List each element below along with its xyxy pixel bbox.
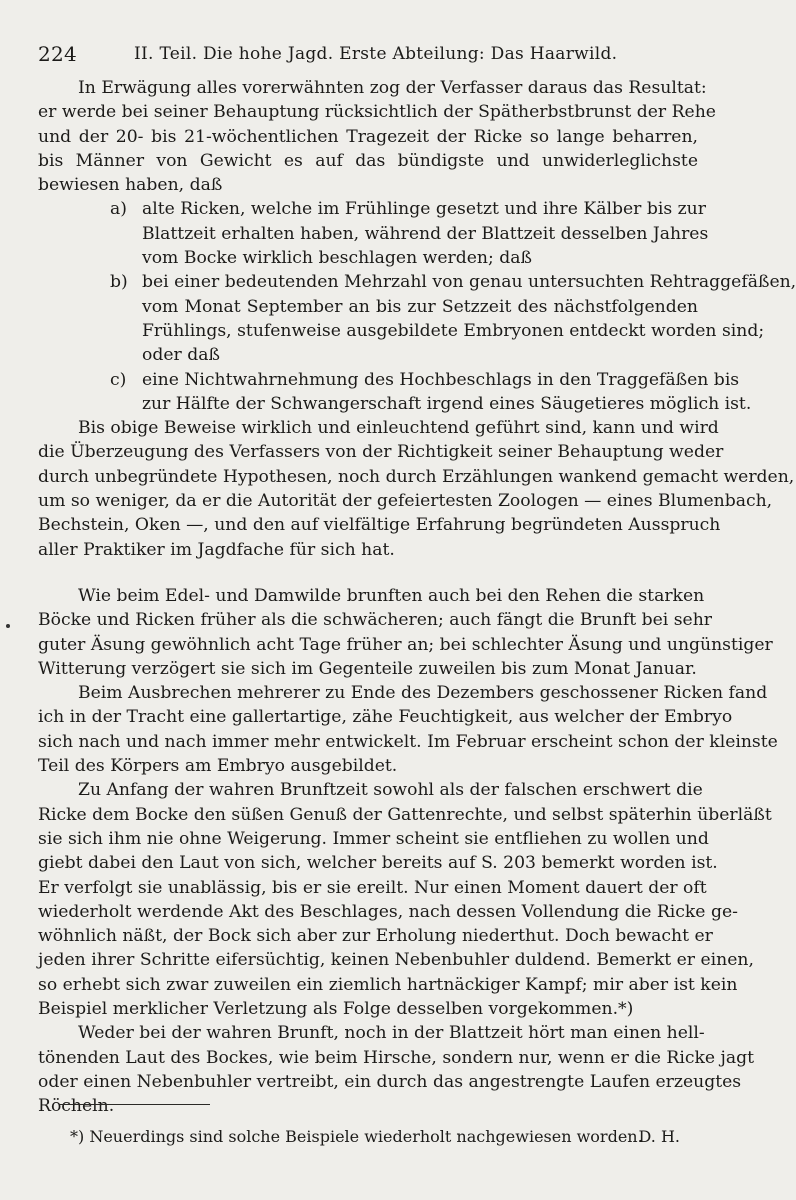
paragraph-wie: [38, 584, 773, 681]
text-line: vom Monat September an bis zur Setzzeit des nächstfolgenden: [142, 296, 698, 317]
text-line: Wie beim Edel- und Damwilde brunften auch bei den Rehen die starken: [78, 585, 705, 606]
running-header: [38, 42, 694, 72]
list-item-b: [38, 270, 796, 367]
text-line: Bechstein, Oken —, und den auf vielfältige Erfahrung begründeten Ausspruch: [38, 515, 721, 536]
text-line: jeden ihrer Schritte eifersüchtig, keinen Nebenbuhler duldend. Bemerkt er einen,: [38, 950, 754, 971]
text-line: tönenden Laut des Bockes, wie beim Hirsche, sondern nur, wenn er die Ricke jagt: [38, 1047, 754, 1068]
text-line: durch unbegründete Hypothesen, noch durch Erzählungen wankend gemacht werden,: [38, 466, 795, 487]
text-line: Teil des Körpers am Embryo ausgebildet.: [38, 756, 398, 777]
list-item-a: [38, 197, 709, 270]
text-line: oder einen Nebenbuhler vertreibt, ein durch das angestrengte Laufen erzeugtes: [38, 1071, 742, 1092]
text-line: [38, 368, 740, 392]
paragraph-beim: [38, 681, 778, 778]
margin-mark: [6, 624, 10, 628]
list-label: c): [110, 369, 127, 390]
text-line: bis Männer von Gewicht es auf das bündigste und unwiderleglichste: [38, 150, 698, 171]
page-number: 224: [38, 42, 78, 66]
text-line: Frühlings, stufenweise ausgebildete Embryonen entdeckt worden sind;: [142, 320, 765, 341]
text-line: aller Praktiker im Jagdfache für sich hat.: [38, 539, 395, 560]
text-line: Witterung verzögert sie sich im Gegenteile zuweilen bis zum Monat Januar.: [38, 658, 697, 679]
text-line: Ricke dem Bocke den süßen Genuß der Gattenrechte, und selbst späterhin überläßt: [38, 804, 772, 825]
text-line: wöhnlich näßt, der Bock sich aber zur Erholung niederthut. Doch bewacht er: [38, 926, 713, 947]
text-line: um so weniger, da er die Autorität der gefeiertesten Zoologen — eines Blumenbach,: [38, 491, 773, 512]
text-line: sich nach und nach immer mehr entwickelt. Im Februar erscheint schon der kleinste: [38, 731, 778, 752]
footnote-signature: D. H.: [638, 1127, 680, 1146]
text-line: er werde bei seiner Behauptung rücksichtlich der Spätherbstbrunst der Rehe: [38, 102, 716, 123]
text-line: guter Äsung gewöhnlich acht Tage früher an; bei schlechter Äsung und ungünstiger: [38, 634, 773, 655]
text-line: [38, 197, 706, 221]
section-gap: [38, 562, 698, 584]
text-line: so erhebt sich zwar zuweilen ein ziemlich hartnäckiger Kampf; mir aber ist kein: [38, 974, 738, 995]
text-line: giebt dabei den Laut von sich, welcher bereits auf S. 203 bemerkt worden ist.: [38, 853, 718, 874]
text-line: In Erwägung alles vorerwähnten zog der Verfasser daraus das Resultat:: [78, 78, 707, 98]
text-line: [38, 270, 796, 294]
text-line: die Überzeugung des Verfassers von der Richtigkeit seiner Behauptung weder: [38, 442, 724, 463]
list-text: eine Nichtwahrnehmung des Hochbeschlags in den Traggefäßen bis: [142, 369, 740, 390]
list-label: b): [110, 272, 128, 293]
footnote: [70, 1126, 680, 1148]
running-title: II. Teil. Die hohe Jagd. Erste Abteilung: Das Haarwild.: [134, 44, 618, 64]
text-line: vom Bocke wirklich beschlagen werden; daß: [142, 248, 532, 269]
text-line: Weder bei der wahren Brunft, noch in der Blattzeit hört man einen hell-: [78, 1023, 705, 1044]
text-line: Röcheln.: [38, 1096, 115, 1117]
list-text: alte Ricken, welche im Frühlinge gesetzt und ihre Kälber bis zur: [142, 199, 706, 220]
text-line: Er verfolgt sie unablässig, bis er sie ereilt. Nur einen Moment dauert der oft: [38, 877, 707, 898]
text-line: bewiesen haben, daß: [38, 175, 223, 196]
text-line: oder daß: [142, 345, 220, 366]
text-line: und der 20- bis 21-wöchentlichen Tragezeit der Ricke so lange beharren,: [38, 126, 698, 147]
text-line: Zu Anfang der wahren Brunftzeit sowohl als der falschen erschwert die: [78, 780, 703, 801]
text-line: ich in der Tracht eine gallertartige, zähe Feuchtigkeit, aus welcher der Embryo: [38, 707, 733, 728]
footnote-divider: [60, 1104, 210, 1105]
paragraph-zu-anfang: [38, 778, 772, 1021]
text-line: Beispiel merklicher Verletzung als Folge desselben vorgekommen.*): [38, 998, 634, 1019]
list-label: a): [110, 199, 127, 220]
text-line: wiederholt werdende Akt des Beschlages, nach dessen Vollendung die Ricke ge-: [38, 901, 738, 922]
text-line: Böcke und Ricken früher als die schwächeren; auch fängt die Brunft bei sehr: [38, 610, 713, 631]
footnote-text: *) Neuerdings sind solche Beispiele wiederholt nachgewiesen worden.: [70, 1127, 643, 1146]
paragraph-bis: [38, 416, 795, 562]
list-text: bei einer bedeutenden Mehrzahl von genau untersuchten Rehtraggefäßen,: [142, 272, 796, 293]
list-item-c: [38, 368, 752, 417]
text-line: Beim Ausbrechen mehrerer zu Ende des Dezembers geschossener Ricken fand: [78, 683, 768, 704]
page-body: [38, 76, 796, 1118]
text-line: Blattzeit erhalten haben, während der Blattzeit desselben Jahres: [142, 223, 709, 244]
text-line: sie sich ihm nie ohne Weigerung. Immer scheint sie entfliehen zu wollen und: [38, 828, 709, 849]
text-line: Bis obige Beweise wirklich und einleuchtend geführt sind, kann und wird: [78, 418, 719, 439]
text-line: zur Hälfte der Schwangerschaft irgend eines Säugetieres möglich ist.: [142, 393, 752, 414]
paragraph-intro: [38, 76, 716, 197]
